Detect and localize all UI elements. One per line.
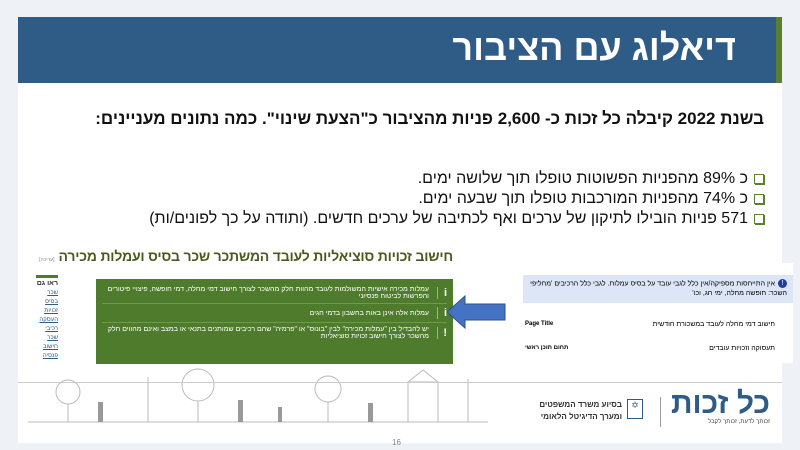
notice-row [102,323,447,343]
arrow-left-icon [445,294,507,330]
notice-text: יש להבדיל בין "עמלות מכירה" לבין "בונוס" או "פרמיה" שהם רכיבים שמותנים בתנאי או במצב ואינם מהווים חלק מהשכר לצורך חישוב זכויות סוציאליות [107,326,429,340]
city-illustration [28,367,488,423]
support-line: ומערך הדיגיטל הלאומי [540,412,622,421]
state-emblem-icon: ✡ [627,399,643,419]
bullet-text: 571 פניות הובילו לתיקון של ערכים ואף לכתיבה של ערכים חדשים. (ותודה על כך לפונים/ות) [149,210,748,227]
see-also-link[interactable]: שכר בסיס [45,290,58,305]
support-line: בסיוע משרד המשפטים [539,400,622,409]
bullet-item [149,209,764,229]
see-also [36,275,58,361]
see-also-link[interactable]: רכיבי שכר [45,326,58,341]
notice-box [96,279,453,364]
checkbox-bullet-icon [754,214,764,224]
info-icon: i [437,307,447,319]
bullet-list [149,169,764,229]
slide-title: דיאלוג עם הציבור [452,27,736,68]
see-also-link[interactable]: העסקה [39,317,58,323]
notice-row [102,304,447,323]
kol-zchut-logo [671,389,770,425]
see-also-link[interactable]: פנסיה [42,353,58,359]
field-key: Page Title [525,321,554,327]
notice-text: עמלות מכירה אישיות המשולמות לעובד מהוות חלק מהשכר לצורך חישוב דמי מחלה, דמי חופשה, פיצויי פיטורים והפרשות לביטוח פנסיוני [107,286,429,300]
notice-row [102,283,447,304]
support-text [539,399,622,423]
see-also-link[interactable]: זכויות [44,308,58,314]
field-row [525,321,775,328]
checkbox-bullet-icon [754,194,764,204]
info-callout [523,275,793,303]
field-value: חישוב דמי מחלה לעובד במשכורת חודשית [652,321,775,328]
wiki-screenshot-after [28,245,453,385]
wiki-heading-row [28,248,453,264]
logo-tagline: זכותך לדעת, זכותך לקבל [708,419,770,425]
wiki-page-title: חישוב זכויות סוציאליות לעובד המשתכר שכר בסיס ועמלות מכירה [58,248,453,264]
see-also-link[interactable]: חישוב [42,344,58,350]
field-row [525,345,775,352]
bullet-text: כ 74% מהפניות המורכבות טופלו תוך שבעה ימים. [418,190,748,207]
slide [18,17,787,443]
info-icon: ! [778,279,787,288]
info-icon: i [437,287,447,299]
accent-bar [776,17,782,83]
logo-text: כל זכות [670,387,770,420]
notice-text: עמלות אלה אינן באות בחשבון בדמי חגים [309,309,429,317]
bullet-item [149,169,764,189]
bullet-text: כ 89% מהפניות הפשוטות טופלו תוך שלושה ימים. [417,170,748,187]
field-key: תחום תוכן ראשי [525,345,569,351]
see-also-heading: ראו גם [36,275,58,287]
logo-separator [660,397,661,427]
lead-text: בשנת 2022 קיבלה כל זכות כ- 2,600 פניות מהציבור כ"הצעת שינוי". כמה נתונים מעניינים: [95,109,764,128]
footer-divider [18,382,782,383]
field-value: תעסוקה וזכויות עובדים [709,345,775,352]
title-banner [18,17,776,83]
feedback-screenshot-before [508,263,793,363]
checkbox-bullet-icon [754,174,764,184]
warning-icon: ! [437,327,447,339]
edit-link[interactable]: [עריכה] [39,257,55,263]
page-number: 16 [392,438,401,447]
bullet-item [149,189,764,209]
info-text: אין התייחסות מספיקה/אין כלל לגבי עובד על בסיס עמלות. לגבי כלל הרכיבים 'מחליפי השכר: חופשה מחלה, ימי חג, וכו' [530,280,787,298]
